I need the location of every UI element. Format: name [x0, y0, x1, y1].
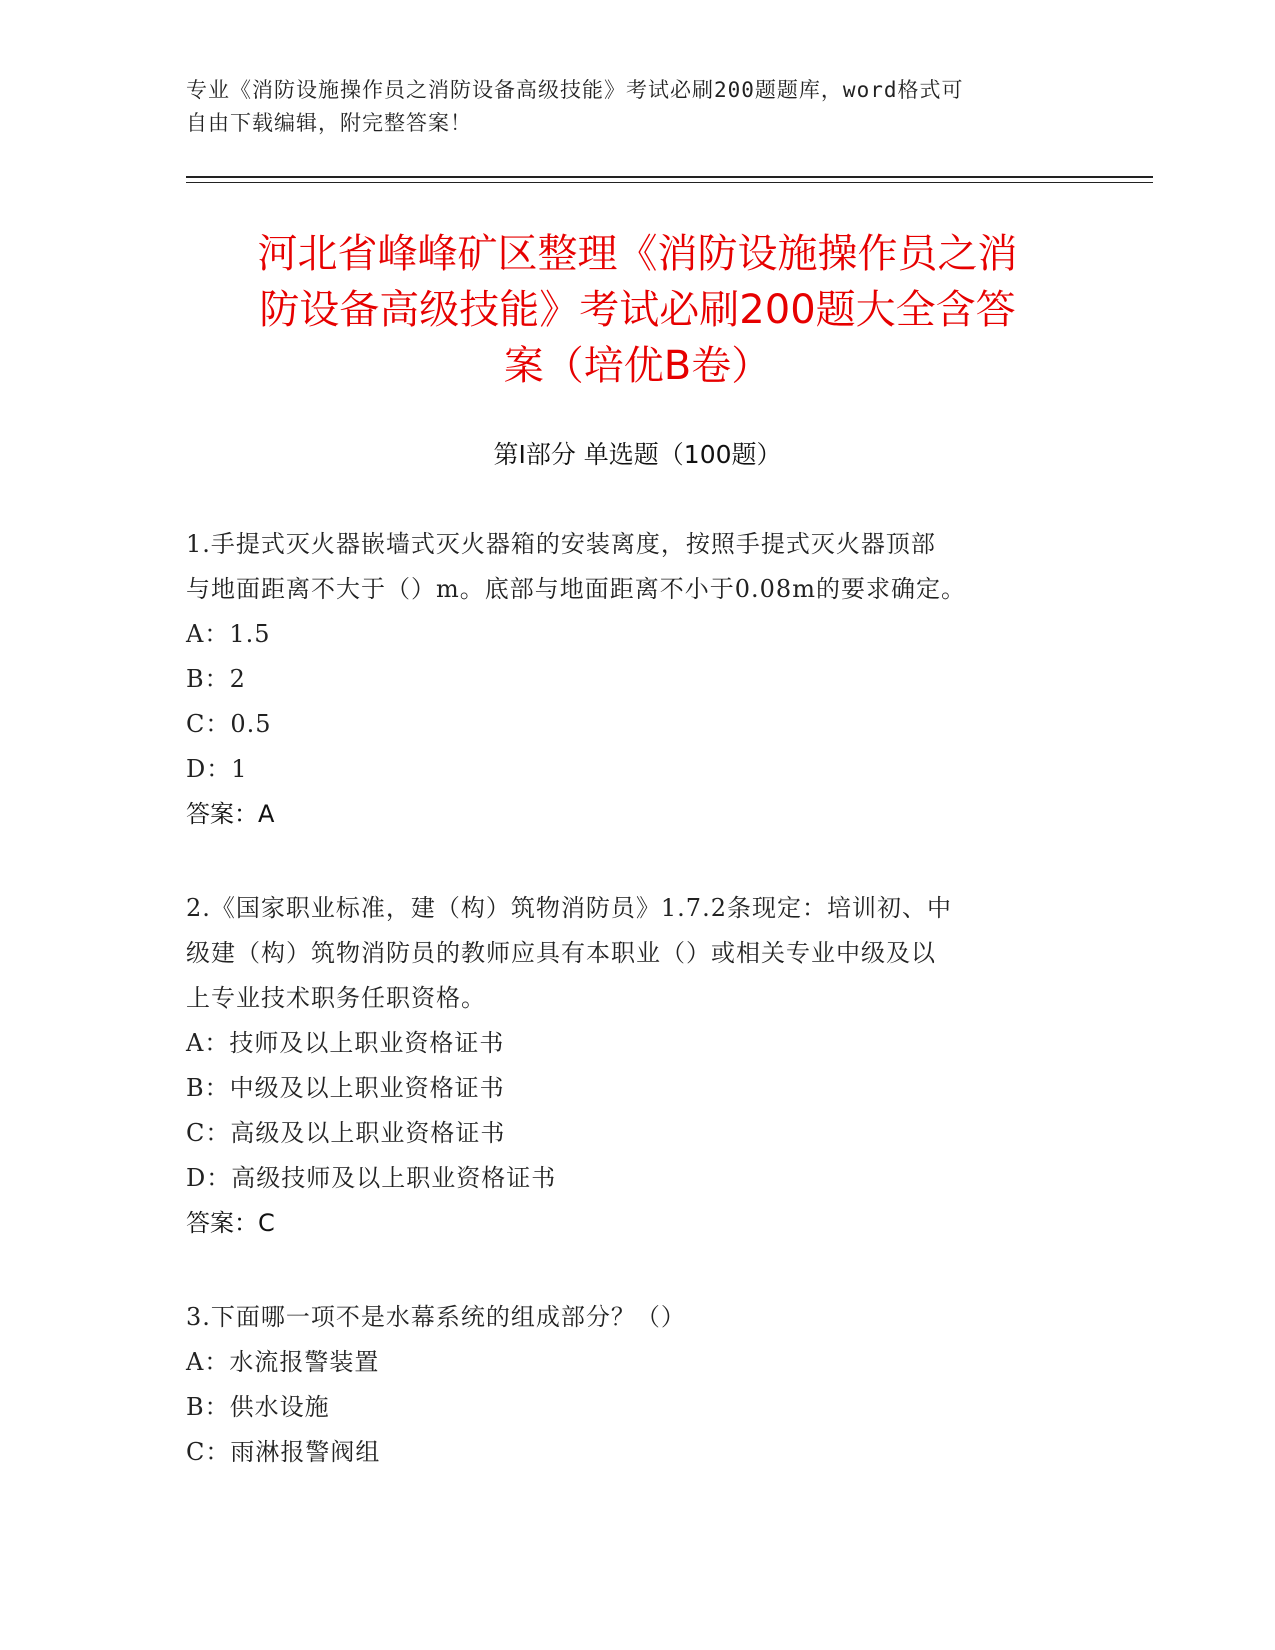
document-header: [186, 74, 1086, 140]
question-2: [186, 886, 1106, 1246]
stem-line: 3.下面哪一项不是水幕系统的组成部分？（）: [186, 1303, 686, 1331]
stem-line: 级建（构）筑物消防员的教师应具有本职业（）或相关专业中级及以: [186, 939, 936, 967]
option-a: A：水流报警装置: [186, 1348, 380, 1376]
option-b: B：供水设施: [186, 1393, 330, 1421]
stem-line: 1.手提式灭火器嵌墙式灭火器箱的安装离度，按照手提式灭火器顶部: [186, 530, 936, 558]
option-d: D：高级技师及以上职业资格证书: [186, 1164, 557, 1192]
option-b: B：中级及以上职业资格证书: [186, 1074, 505, 1102]
option-c: C：0.5: [186, 710, 272, 738]
question-3: [186, 1295, 1106, 1475]
question-stem: [186, 522, 1106, 612]
header-divider-thin: [186, 182, 1153, 183]
stem-line: 与地面距离不大于（）m。底部与地面距离不小于0.08m的要求确定。: [186, 575, 966, 603]
header-line-1: 专业《消防设施操作员之消防设备高级技能》考试必刷200题题库，word格式可: [186, 78, 964, 102]
title-line-2: 防设备高级技能》考试必刷200题大全含答: [259, 287, 1016, 333]
title-line-3: 案（培优B卷）: [503, 343, 772, 389]
option-d: D：1: [186, 755, 248, 783]
stem-line: 上专业技术职务任职资格。: [186, 984, 486, 1012]
section-heading: 第Ⅰ部分 单选题（100题）: [493, 440, 782, 469]
answer: 答案：A: [186, 800, 275, 828]
option-c: C：雨淋报警阀组: [186, 1438, 381, 1466]
document-title: [186, 226, 1089, 394]
answer: 答案：C: [186, 1209, 275, 1237]
title-line-1: 河北省峰峰矿区整理《消防设施操作员之消: [257, 231, 1018, 277]
question-1: [186, 522, 1106, 837]
option-b: B：2: [186, 665, 246, 693]
question-stem: [186, 1295, 1106, 1340]
option-a: A：技师及以上职业资格证书: [186, 1029, 505, 1057]
header-divider-thick: [186, 176, 1153, 178]
question-stem: [186, 886, 1106, 1021]
stem-line: 2.《国家职业标准，建（构）筑物消防员》1.7.2条现定：培训初、中: [186, 894, 952, 922]
option-c: C：高级及以上职业资格证书: [186, 1119, 506, 1147]
header-line-2: 自由下载编辑，附完整答案！: [186, 111, 472, 135]
option-a: A：1.5: [186, 620, 271, 648]
